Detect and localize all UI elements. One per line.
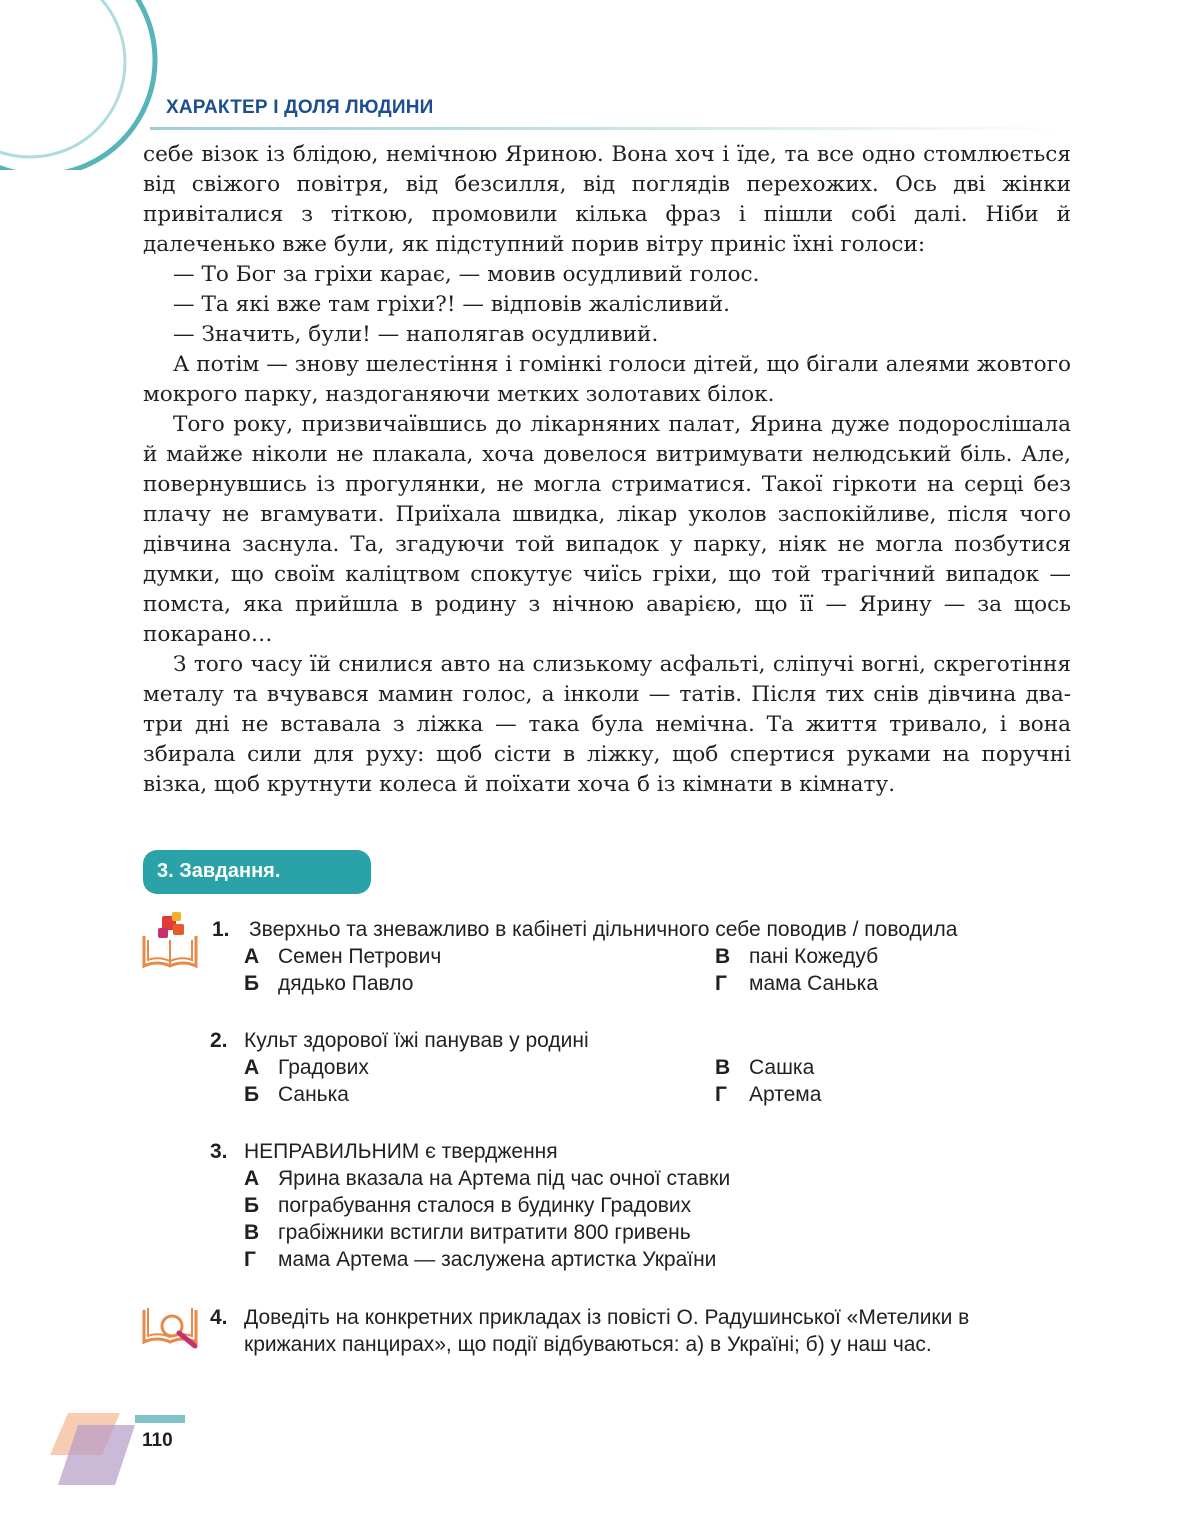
question-text-line-1: Доведіть на конкретних прикладах із повісті О. Радушинської «Метелики в	[244, 1306, 970, 1329]
book-magnifier-icon	[140, 1302, 202, 1352]
story-paragraph: А потім — знову шелестіння і гомінкі голоси дітей, що бігали алеями жовтого мокрого парку, наздоганяючи метких золотавих білок.	[143, 352, 1071, 407]
answer-option-v[interactable]: В Сашка	[715, 1056, 815, 1079]
question-number: 1.	[212, 918, 230, 941]
story-paragraph: Того року, призвичаївшись до лікарняних палат, Ярина дуже подорослішала й майже ніколи не плакала, хоча довелося витримувати нелюдський біль. Але, повернувшись із прогулянки, не могла стриматися. Такої гіркоти на серці без плачу не вгамувати. Приїхала швидка, лікар уколов заспокійливе, після чого дівчина заснула. Та, згадуючи той випадок у парку, ніяк не могла позбутися думки, що своїм каліцтвом спокутує чиїсь гріхи, що той трагічний випадок — помста, яка прийшла в родину з нічною аварією, що її — Ярину — за щось покарано…	[143, 412, 1071, 647]
section-heading-badge	[143, 850, 371, 894]
story-text	[143, 140, 1071, 800]
question-number: 3.	[210, 1140, 228, 1163]
reading-book-icon	[140, 910, 202, 972]
story-dialogue-line: — То Бог за гріхи карає, — мовив осудливий голос.	[173, 262, 760, 287]
page-number: 110	[142, 1430, 173, 1451]
answer-option-a[interactable]: А Ярина вказала на Артема під час очної ставки	[244, 1167, 731, 1190]
answer-option-b[interactable]: Б пограбування сталося в будинку Градових	[244, 1194, 692, 1217]
answer-option-g[interactable]: Г Артема	[715, 1083, 822, 1106]
answer-option-a[interactable]: А Семен Петрович	[244, 945, 442, 968]
answer-option-g[interactable]: Г мама Артема — заслужена артистка України	[244, 1248, 717, 1271]
section-heading: 3. Завдання.	[157, 860, 281, 882]
question-text-line-2: крижаних панцирах», що події відбуваються: а) в Україні; б) у наш час.	[244, 1333, 932, 1356]
header-divider	[150, 127, 1070, 130]
answer-option-b[interactable]: Б дядько Павло	[244, 972, 414, 995]
story-dialogue-line: — Значить, були! — наполягав осудливий.	[173, 322, 659, 347]
question-number: 4.	[210, 1306, 228, 1329]
answer-option-a[interactable]: А Градових	[244, 1056, 369, 1079]
story-dialogue-line: — Та які вже там гріхи?! — відповів жалісливий.	[173, 292, 731, 317]
answer-option-v[interactable]: В грабіжники встигли витратити 800 гривень	[244, 1221, 691, 1244]
answer-option-v[interactable]: В пані Кожедуб	[715, 945, 879, 968]
story-paragraph: себе візок із блідою, немічною Яриною. Вона хоч і їде, та все одно стомлюється від свіжого повітря, від безсилля, від поглядів перехожих. Ось дві жінки привіталися з тіткою, промовили кілька фраз і пішли собі далі. Ніби й далеченько вже були, як підступний порив вітру приніс їхні голоси:	[143, 142, 1071, 257]
question-text: Культ здорової їжі панував у родині	[244, 1029, 589, 1052]
answer-option-g[interactable]: Г мама Санька	[715, 972, 879, 995]
story-paragraph: З того часу їй снилися авто на слизькому асфальті, сліпучі вогні, скреготіння металу та вчувався мамин голос, а інколи — татів. Після тих снів дівчина два-три дні не вставала з ліжка — така була немічна. Та життя тривало, і вона збирала сили для руху: щоб сісти в ліжку, щоб спертися руками на поручні візка, щоб крутнути колеса й поїхати хоча б із кімнати в кімнату.	[143, 652, 1071, 797]
question-number: 2.	[210, 1029, 228, 1052]
answer-option-b[interactable]: Б Санька	[244, 1083, 349, 1106]
chapter-title: ХАРАКТЕР І ДОЛЯ ЛЮДИНИ	[166, 97, 434, 118]
question-text: НЕПРАВИЛЬНИМ є твердження	[244, 1140, 558, 1163]
question-text: Зверхньо та зневажливо в кабінеті дільничного себе поводив / поводила	[249, 918, 958, 941]
